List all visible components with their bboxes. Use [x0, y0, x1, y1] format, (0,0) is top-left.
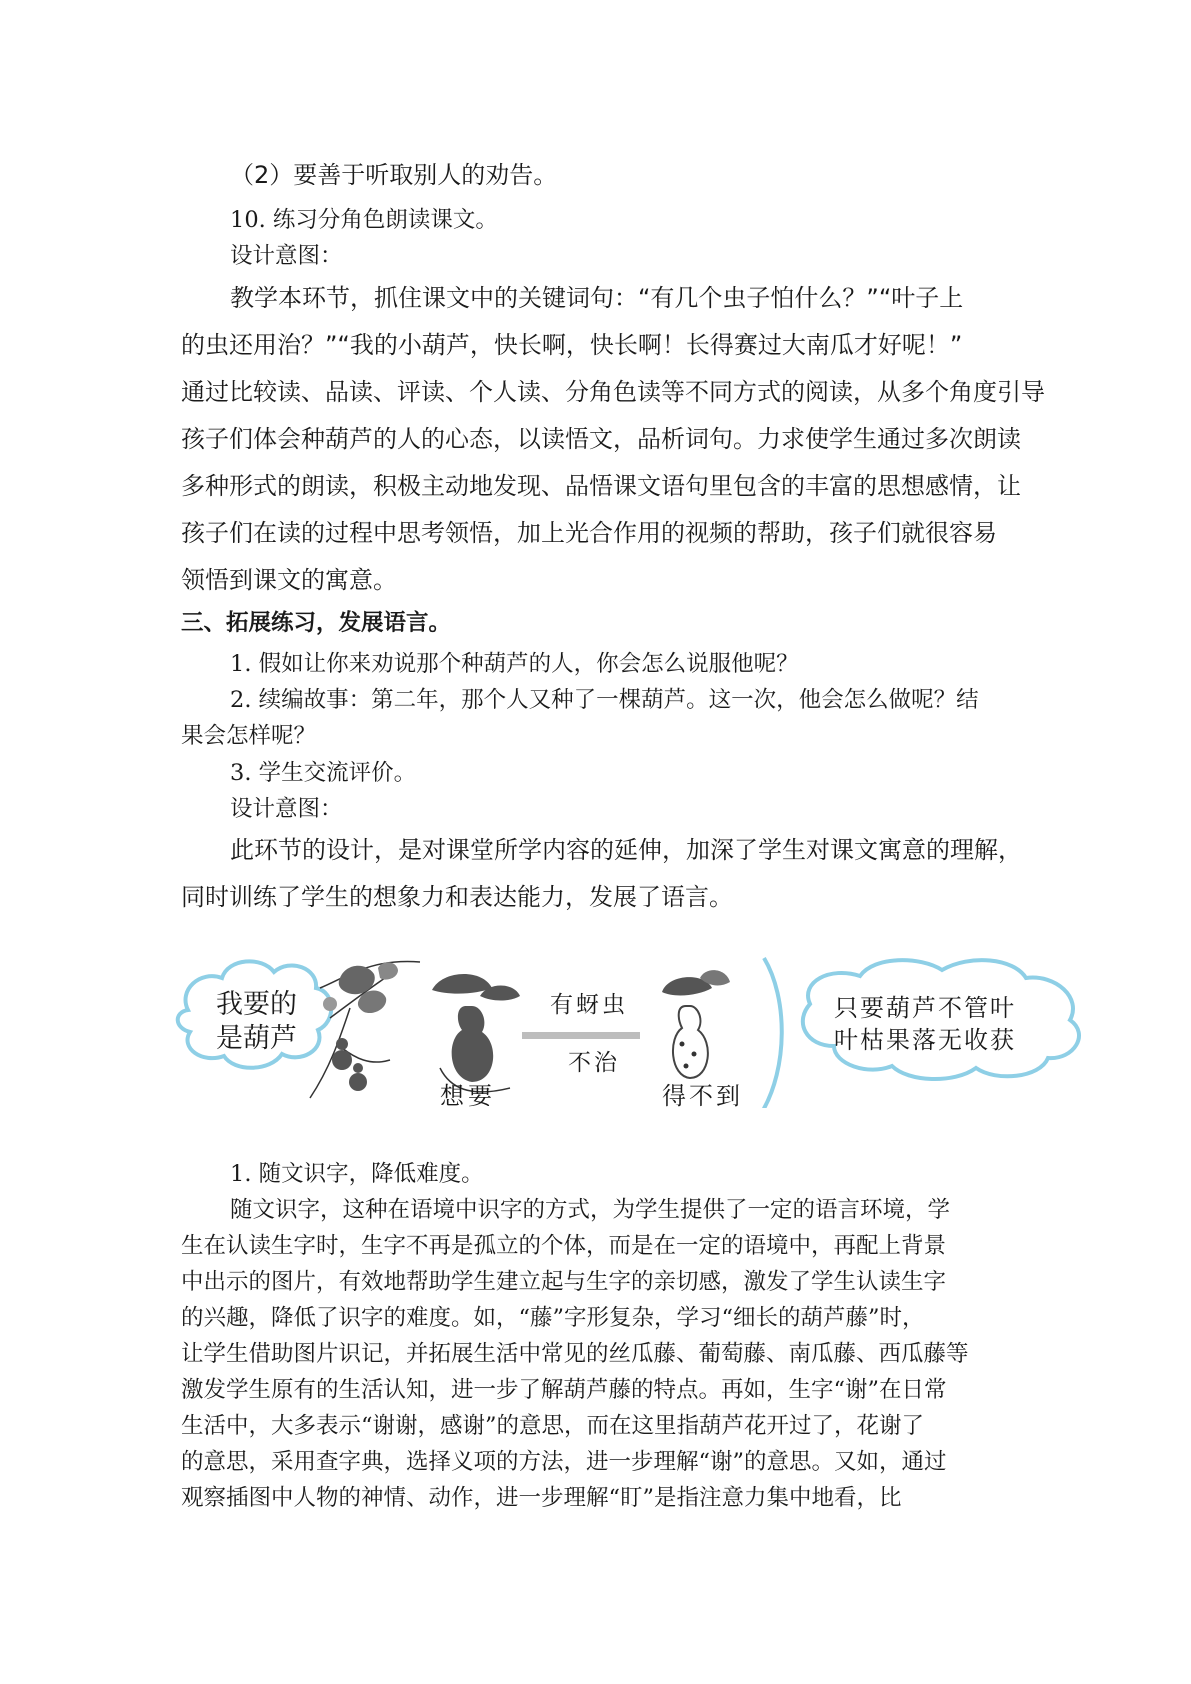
- gourd-icon: [673, 1006, 708, 1078]
- arrow-bottom-label: 不治: [568, 1050, 620, 1076]
- paragraph-line: 教学本环节，抓住课文中的关键词句：“有几个虫子怕什么？”“叶子上: [230, 284, 964, 312]
- paragraph-line: 孩子们在读的过程中思考领悟，加上光合作用的视频的帮助，孩子们就很容易: [181, 519, 997, 547]
- want-label: 想要: [440, 1082, 496, 1110]
- left-cloud-line: 我要的: [216, 989, 297, 1020]
- flower-icon: [323, 997, 337, 1011]
- bracket-icon: [762, 958, 782, 1108]
- list-item: 2. 续编故事：第二年，那个人又种了一棵葫芦。这一次，他会怎么做呢？结: [230, 687, 979, 713]
- paragraph-line: 的虫还用治？”“我的小葫芦，快长啊，快长啊！长得赛过大南瓜才好呢！”: [181, 331, 963, 359]
- section-heading: 三、拓展练习，发展语言。: [181, 610, 452, 636]
- left-cloud-text: [216, 988, 297, 1056]
- pest-icon: [684, 1064, 689, 1069]
- design-intent-label: 设计意图：: [230, 796, 343, 822]
- paragraph-line: 让学生借助图片识记，并拓展生活中常见的丝瓜藤、葡萄藤、南瓜藤、西瓜藤等: [181, 1341, 969, 1367]
- design-intent-label: 设计意图：: [230, 243, 343, 269]
- list-item-2: （2）要善于听取别人的劝告。: [230, 161, 558, 189]
- paragraph-line: 孩子们体会种葫芦的人的心态，以读悟文，品析词句。力求使学生通过多次朗读: [181, 425, 1021, 453]
- right-cloud-line: 只要葫芦不管叶: [834, 994, 1016, 1022]
- paragraph-line: 的兴趣，降低了识字的难度。如，“藤”字形复杂，学习“细长的葫芦藤”时，: [181, 1305, 925, 1331]
- paragraph-line: 生在认读生字时，生字不再是孤立的个体，而是在一定的语境中，再配上背景: [181, 1233, 947, 1259]
- leaf-icon: [378, 962, 398, 979]
- arrow-top-label: 有蚜虫: [550, 992, 628, 1018]
- right-cloud-line: 叶枯果落无收获: [834, 1026, 1016, 1054]
- paragraph-line: 观察插图中人物的神情、动作，进一步理解“盯”是指注意力集中地看，比: [181, 1485, 902, 1511]
- paragraph-line: 生活中，大多表示“谢谢，感谢”的意思，而在这里指葫芦花开过了，花谢了: [181, 1413, 925, 1439]
- pest-icon: [680, 1042, 685, 1047]
- leaf-icon: [339, 966, 375, 994]
- list-item: 3. 学生交流评价。: [230, 760, 417, 786]
- paragraph-line: 同时训练了学生的想象力和表达能力，发展了语言。: [181, 883, 733, 911]
- gourd-icon: [452, 1006, 494, 1082]
- paragraph-line: 激发学生原有的生活认知，进一步了解葫芦藤的特点。再如，生字“谢”在日常: [181, 1377, 947, 1403]
- result-label: 得不到: [662, 1082, 743, 1110]
- paragraph-line: 此环节的设计，是对课堂所学内容的延伸，加深了学生对课文寓意的理解，: [230, 836, 1022, 864]
- blackboard-diagram: [170, 948, 1120, 1108]
- step-10: 10. 练习分角色朗读课文。: [230, 207, 498, 233]
- paragraph-line: 领悟到课文的寓意。: [181, 566, 397, 594]
- list-item: 1. 假如让你来劝说那个种葫芦的人，你会怎么说服他呢？: [230, 651, 799, 677]
- gourd-icon: [332, 1050, 352, 1070]
- list-item: 果会怎样呢？: [181, 723, 317, 749]
- gourd-icon: [336, 1038, 348, 1050]
- paragraph-line: 中出示的图片，有效地帮助学生建立起与生字的亲切感，激发了学生认读生字: [181, 1269, 947, 1295]
- arrow-bar: [522, 1032, 640, 1039]
- subheading: 1. 随文识字，降低难度。: [230, 1161, 484, 1187]
- pest-icon: [692, 1052, 697, 1057]
- paragraph-line: 通过比较读、品读、评读、个人读、分角色读等不同方式的阅读，从多个角度引导: [181, 378, 1045, 406]
- gourd-icon: [349, 1073, 367, 1091]
- paragraph-line: 随文识字，这种在语境中识字的方式，为学生提供了一定的语言环境，学: [230, 1197, 951, 1223]
- leaf-icon: [432, 974, 492, 994]
- paragraph-line: 的意思，采用查字典，选择义项的方法，进一步理解“谢”的意思。又如，通过: [181, 1449, 947, 1475]
- left-cloud-line: 是葫芦: [216, 1023, 297, 1054]
- right-cloud-text: [834, 992, 1016, 1056]
- gourd-icon: [353, 1063, 363, 1073]
- paragraph-line: 多种形式的朗读，积极主动地发现、品悟课文语句里包含的丰富的思想感情，让: [181, 472, 1021, 500]
